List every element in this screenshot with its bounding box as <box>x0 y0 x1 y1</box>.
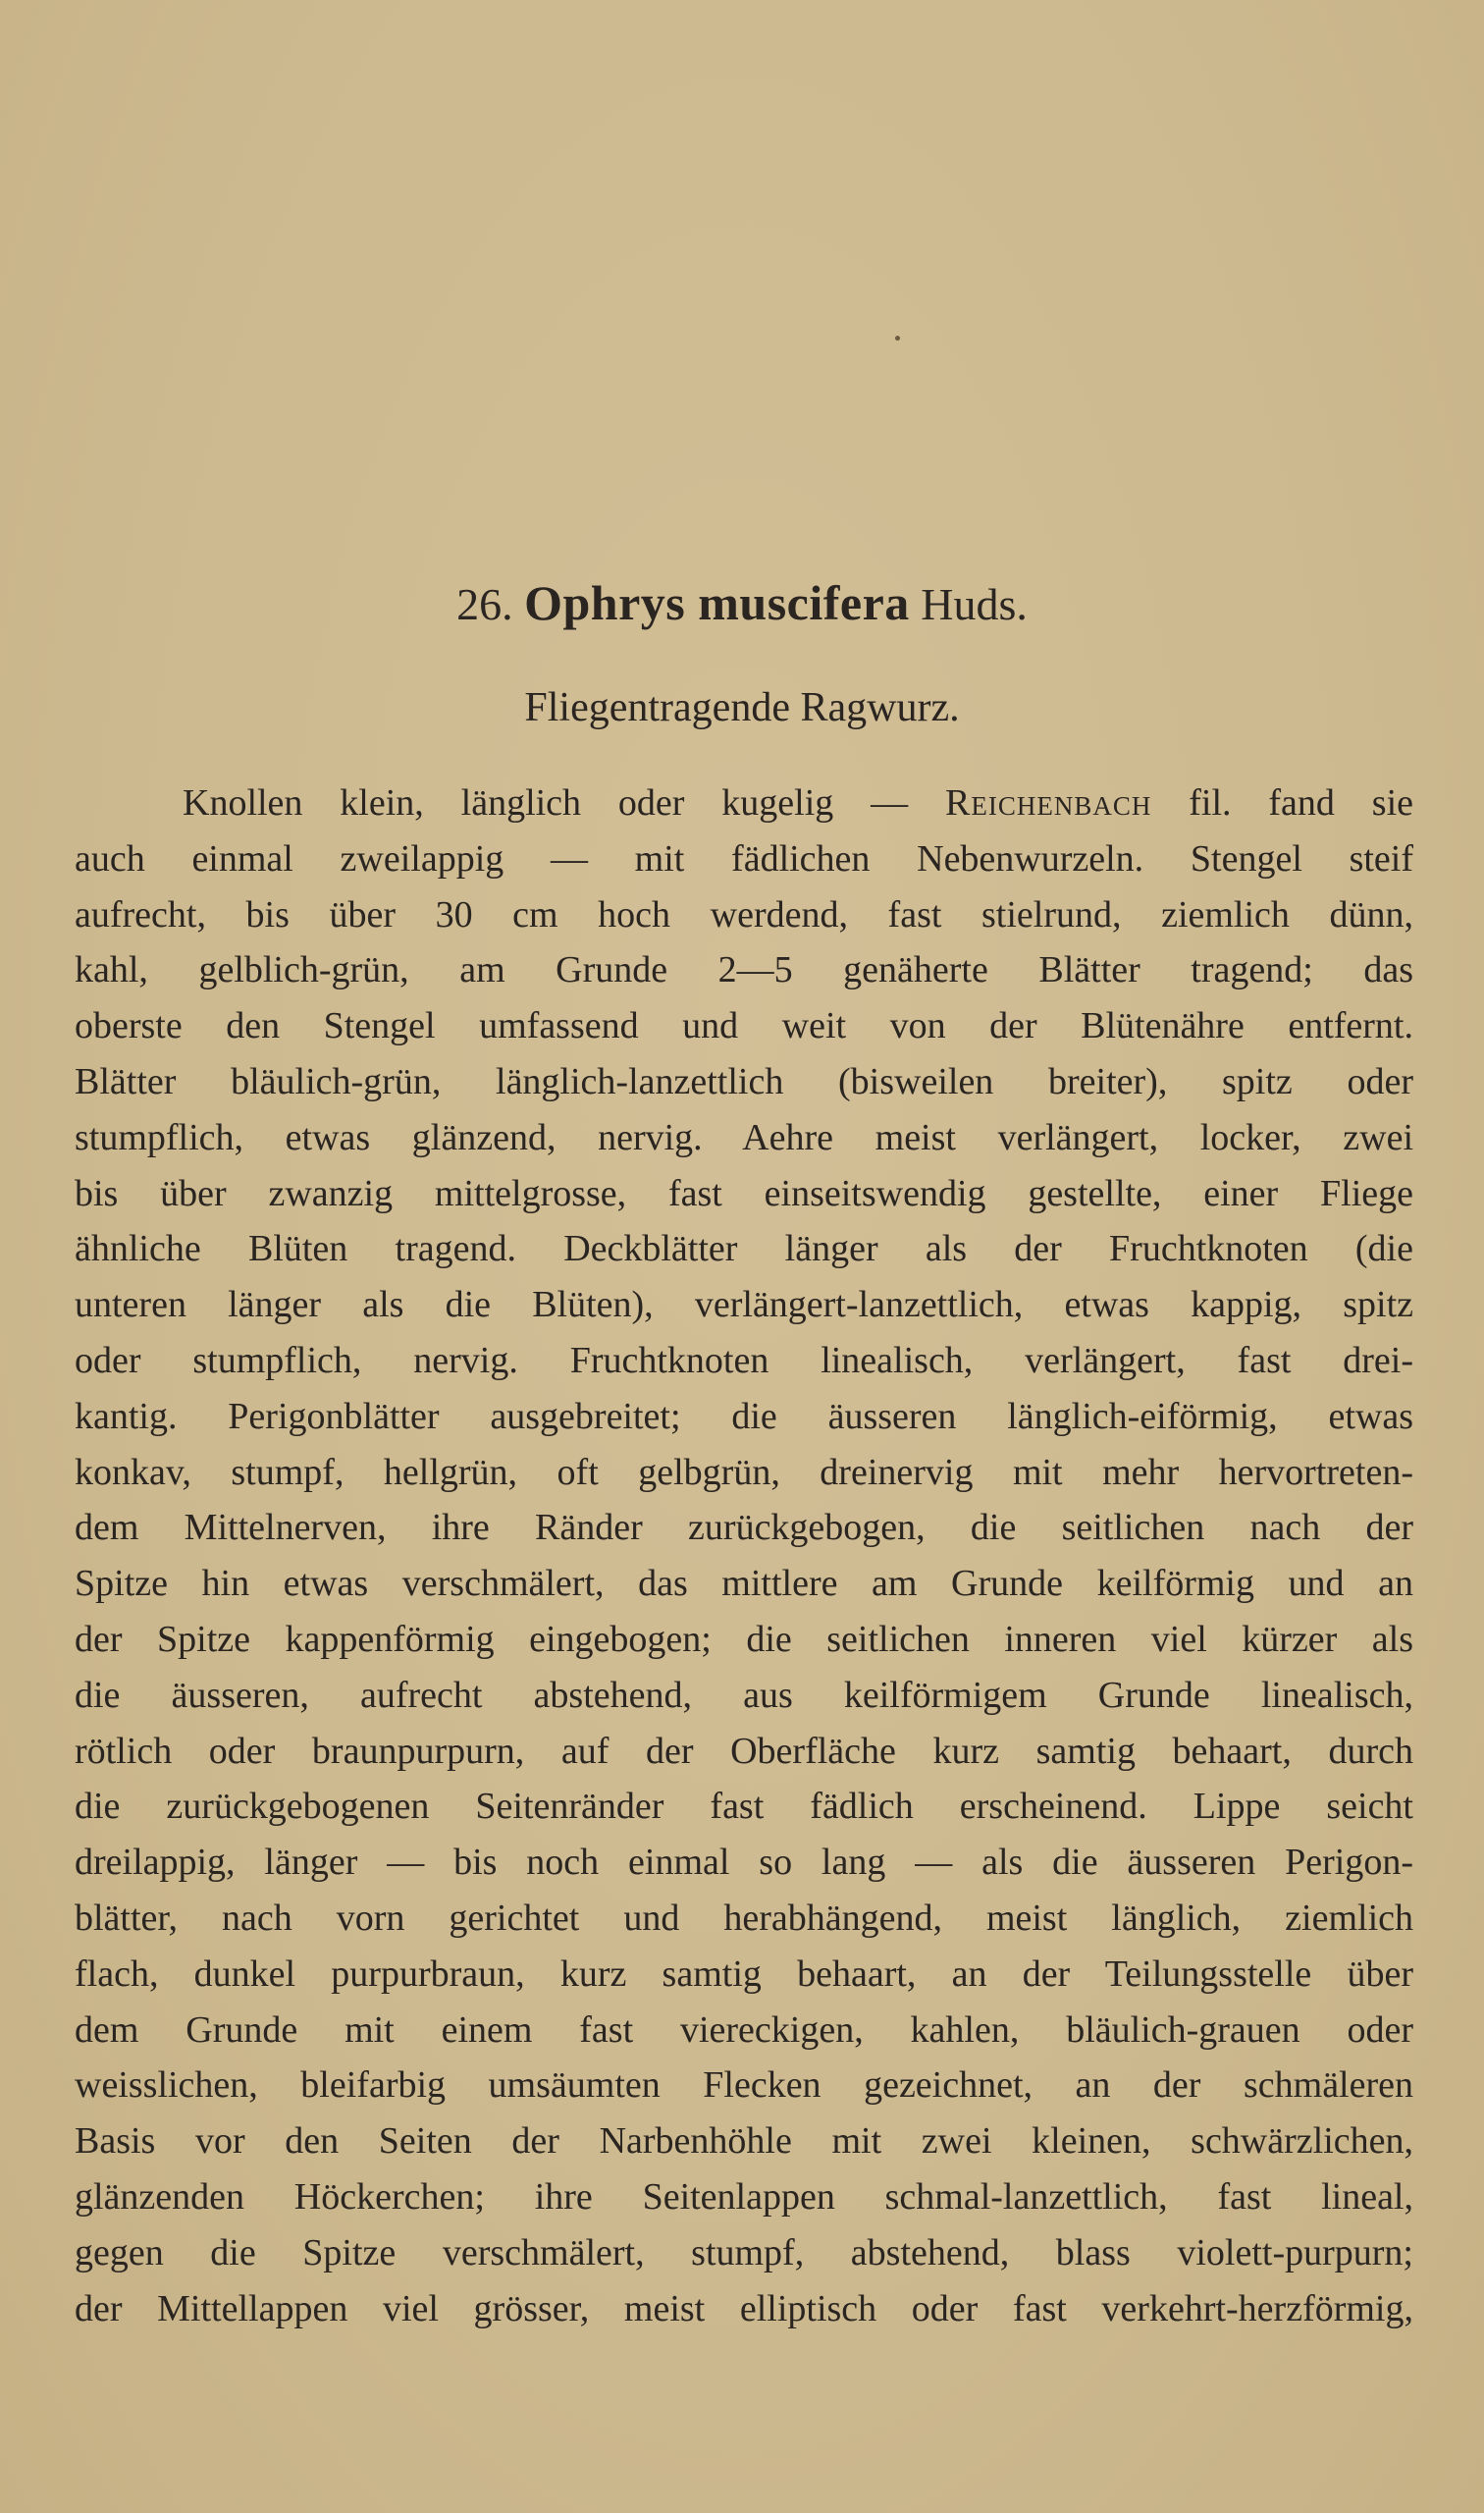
text-line: stumpflich, etwas glänzend, nervig. Aehre meist verlängert, locker, zwei <box>75 1116 1413 1158</box>
text-line: Basis vor den Seiten der Narbenhöhle mit zwei kleinen, schwärzlichen, <box>75 2120 1413 2163</box>
text-line: oberste den Stengel umfassend und weit von der Blütenähre entfernt. <box>75 1005 1413 1047</box>
text-line: die zurückgebogenen Seitenränder fast fädlich erscheinend. Lippe seicht <box>75 1786 1413 1828</box>
text-line <box>75 775 1413 831</box>
text-line: aufrecht, bis über 30 cm hoch werdend, fast stielrund, ziemlich dünn, <box>75 893 1413 936</box>
text-line: der Mittellappen viel grösser, meist elliptisch oder fast verkehrt-herzförmig, <box>75 2287 1413 2329</box>
text-line: dem Mittelnerven, ihre Ränder zurückgebogen, die seitlichen nach der <box>75 1507 1413 1549</box>
text-line: flach, dunkel purpurbraun, kurz samtig behaart, an der Teilungsstelle über <box>75 1952 1413 1995</box>
text-line-end: fil. fand sie <box>1151 782 1413 824</box>
text-line: bis über zwanzig mittelgrosse, fast einseitswendig gestellte, einer Fliege <box>75 1172 1413 1214</box>
species-heading <box>0 571 1484 636</box>
text-line: kahl, gelblich-grün, am Grunde 2—5 genäherte Blätter tragend; das <box>75 949 1413 991</box>
paper-speck <box>895 336 900 341</box>
text-line: dreilappig, länger — bis noch einmal so lang — als die äusseren Perigon- <box>75 1842 1413 1884</box>
text-line: gegen die Spitze verschmälert, stumpf, abstehend, blass violett-purpurn; <box>75 2231 1413 2273</box>
text-line: oder stumpflich, nervig. Fruchtknoten linealisch, verlängert, fast drei- <box>75 1339 1413 1381</box>
author-reichenbach: Reichenbach <box>945 782 1152 824</box>
text-line: unteren länger als die Blüten), verlängert-lanzettlich, etwas kappig, spitz <box>75 1284 1413 1326</box>
text-line: Blätter bläulich-grün, länglich-lanzettlich (bisweilen breiter), spitz oder <box>75 1060 1413 1102</box>
text-line: auch einmal zweilappig — mit fädlichen Nebenwurzeln. Stengel steif <box>75 837 1413 880</box>
description-text <box>75 775 1413 2336</box>
text-line: glänzenden Höckerchen; ihre Seitenlappen schmal-lanzettlich, fast lineal, <box>75 2175 1413 2218</box>
text-line: dem Grunde mit einem fast viereckigen, kahlen, bläulich-grauen oder <box>75 2008 1413 2051</box>
text-line: ähnliche Blüten tragend. Deckblätter länger als der Fruchtknoten (die <box>75 1228 1413 1270</box>
text-line: der Spitze kappenförmig eingebogen; die seitlichen inneren viel kürzer als <box>75 1618 1413 1660</box>
text-line: Spitze hin etwas verschmälert, das mittlere am Grunde keilförmig und an <box>75 1563 1413 1605</box>
text-line-start: Knollen klein, länglich oder kugelig — <box>183 782 946 824</box>
species-number: 26. <box>456 579 513 629</box>
text-line: die äusseren, aufrecht abstehend, aus keilförmigem Grunde linealisch, <box>75 1674 1413 1716</box>
common-name: Fliegentragende Ragwurz. <box>524 685 960 730</box>
text-line: rötlich oder braunpurpurn, auf der Oberfläche kurz samtig behaart, durch <box>75 1730 1413 1772</box>
text-line: kantig. Perigonblätter ausgebreitet; die äusseren länglich-eiförmig, etwas <box>75 1395 1413 1437</box>
species-author: Huds. <box>921 579 1028 629</box>
text-line: weisslichen, bleifarbig umsäumten Flecken gezeichnet, an der schmäleren <box>75 2064 1413 2107</box>
text-line: konkav, stumpf, hellgrün, oft gelbgrün, dreinervig mit mehr hervortreten- <box>75 1451 1413 1493</box>
species-name: Ophrys muscifera <box>524 575 910 630</box>
text-line: blätter, nach vorn gerichtet und herabhängend, meist länglich, ziemlich <box>75 1897 1413 1939</box>
